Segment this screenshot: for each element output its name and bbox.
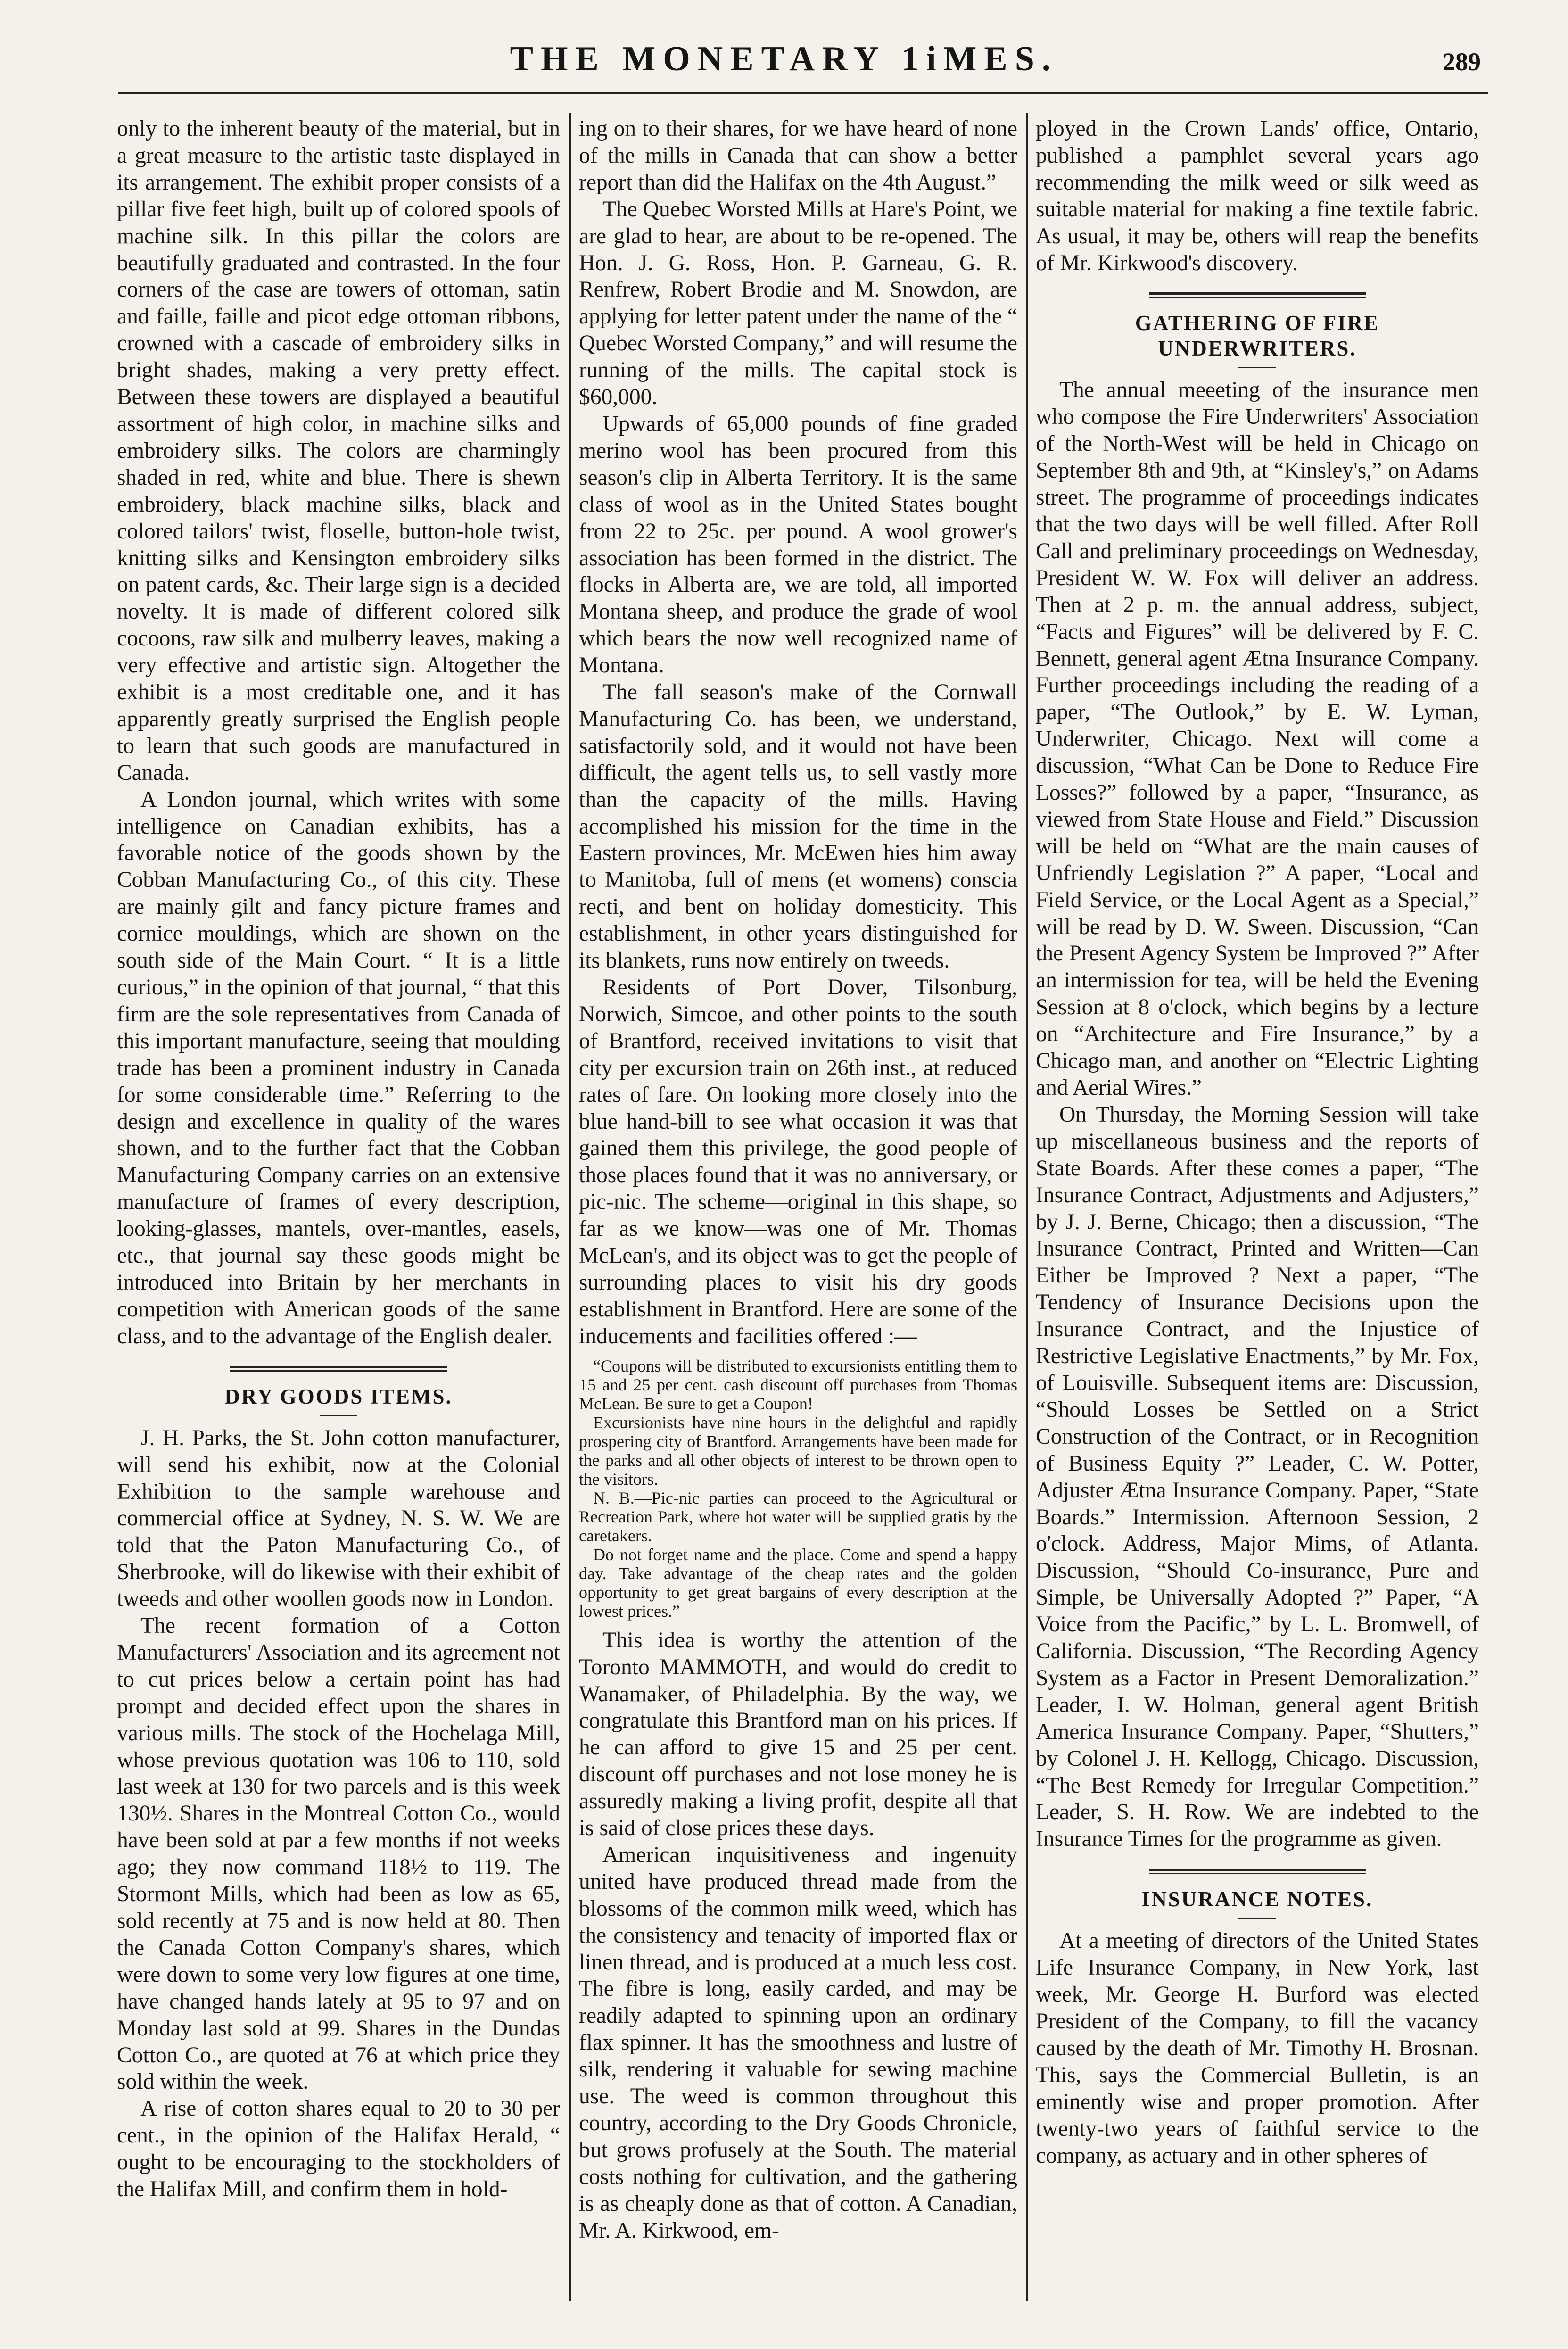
column-divider — [569, 113, 571, 2301]
paragraph: At a meeting of directors of the United States Life Insurance Company, in New York, last week, Mr. George H. Burford was elected President of the Company, to fill the vacancy caused by the death of Mr. Timothy H. Brosnan. This, says the Commercial Bulletin, is an eminently wise and proper promotion. After twenty-two years of faithful service to the company, as actuary and in other spheres of — [1036, 1928, 1479, 2168]
paragraph: ing on to their shares, for we have heard of none of the mills in Canada that can show a better report than did the Halifax on the 4th August.” — [579, 116, 1017, 195]
quote-line: Excursionists have nine hours in the delightful and rapidly prospering city of Brantford. Arrangements have been made for the parks and all other objects of interest to be thrown open to the visitors. — [579, 1413, 1017, 1489]
paragraph: The fall season's make of the Cornwall Manufacturing Co. has been, we understand, satisfactorily sold, and it would not have been difficult, the agent tells us, to sell vastly more than the capacity of the mills. Having accomplished his mission for the time in the Eastern provinces, Mr. McEwen hies him away to Manitoba, full of mens (et womens) conscia recti, and bent on holiday domesticity. This establishment, in other years distinguished for its blankets, runs now entirely on tweeds. — [579, 680, 1017, 973]
heading-dry-goods-items: DRY GOODS ITEMS. — [224, 1384, 453, 1408]
paragraph: J. H. Parks, the St. John cotton manufacturer, will send his exhibit, now at the Colonial Exhibition to the sample warehouse and commercial office at Sydney, N. S. W. We are told that the Paton Manufacturing Co., of Sherbrooke, will do likewise with their exhibit of tweeds and other woollen goods now in London. — [117, 1425, 560, 1612]
column-3 — [1036, 116, 1479, 2169]
paragraph: only to the inherent beauty of the material, but in a great measure to the artistic taste displayed in its arrangement. The exhibit proper consists of a pillar five feet high, built up of colored spools of machine silk. In this pillar the colors are beautifully graduated and contrasted. In the four corners of the case are towers of ottoman, satin and faille, faille and picot edge ottoman ribbons, crowned with a cascade of embroidery silks in bright shades, making a very pretty effect. Between these towers are displayed a beautiful assortment of high color, in machine silks and embroidery silks. The colors are charmingly shaded in red, white and blue. There is shewn embroidery, black machine silks, black and colored tailors' twist, floselle, button-hole twist, knitting silks and Kensington embroidery silks on patent cards, &c. Their large sign is a decided novelty. It is made of different colored silk cocoons, raw silk and mulberry leaves, making a very effective and artistic sign. Altogether the exhibit is a most creditable one, and it has apparently greatly surprised the English people to learn that such goods are manufactured in Canada. — [117, 116, 560, 785]
paragraph: A London journal, which writes with some intelligence on Canadian exhibits, has a favorable notice of the goods shown by the Cobban Manufacturing Co., of this city. These are mainly gilt and fancy picture frames and cornice mouldings, which are shown on the south side of the Main Court. “ It is a little curious,” in the opinion of that journal, “ that this firm are the sole representatives from Canada of this important manufacture, seeing that moulding trade has been a prominent industry in Canada for some considerable time.” Referring to the design and excellence in quality of the wares shown, and to the further fact that the Cobban Manufacturing Company carries on an extensive manufacture of frames of every description, looking-glasses, mantels, over-mantles, easels, etc., that journal say these goods might be introduced into Britain by her merchants in competition with American goods of the same class, and to the advantage of the English dealer. — [117, 787, 560, 1348]
short-rule — [1238, 1918, 1276, 1919]
masthead-title: THE MONETARY 1iMES. — [510, 40, 1058, 78]
heading-fire-underwriters: GATHERING OF FIRE UNDERWRITERS. — [1135, 311, 1380, 361]
quote-line: “Coupons will be distributed to excursionists entitling them to 15 and 25 per cent. cash discount off purchases from Thomas McLean. Be sure to get a Coupon! — [579, 1356, 1017, 1413]
paragraph: American inquisitiveness and ingenuity united have produced thread made from the blossoms of the common milk weed, which has the consistency and tenacity of imported flax or linen thread, and is produced at a much less cost. The fibre is long, easily carded, and may be readily adapted to spinning upon an ordinary flax spinner. It has the smoothness and lustre of silk, rendering it valuable for sewing machine use. The weed is common throughout this country, according to the Dry Goods Chronicle, but grows profusely at the South. The material costs nothing for cultivation, and the gathering is as cheaply done as that of cotton. A Canadian, Mr. A. Kirkwood, em- — [579, 1842, 1017, 2243]
heading-insurance-notes: INSURANCE NOTES. — [1141, 1887, 1373, 1911]
column-2 — [579, 116, 1017, 2244]
paragraph: This idea is worthy the attention of the Toronto MAMMOTH, and would do credit to Wanamaker, of Philadelphia. By the way, we congratulate this Brantford man on his prices. If he can afford to give 15 and 25 per cent. discount off purchases and not lose money he is assuredly making a living profit, despite all that is said of close prices these days. — [579, 1628, 1017, 1841]
paragraph: The annual meeeting of the insurance men who compose the Fire Underwriters' Association of the North-West will be held in Chicago on September 8th and 9th, at “Kinsley's,” on Adams street. The programme of proceedings indicates that the two days will be well filled. After Roll Call and preliminary proceedings on Wednesday, President W. W. Fox will deliver an address. Then at 2 p. m. the annual address, subject, “Facts and Figures” will be delivered by F. C. Bennett, general agent Ætna Insurance Company. Further proceedings including the reading of a paper, “The Outlook,” by E. W. Lyman, Underwriter, Chicago. Next will come a discussion, “What Can be Done to Reduce Fire Losses?” followed by a paper, “Insurance, as viewed from State House and Field.” Discussion will be held on “What are the main causes of Unfriendly Legislation ?” A paper, “Local and Field Service, or the Local Agent as a Special,” will be read by D. W. Sween. Discussion, “Can the Present Agency System be Improved ?” After an intermission for tea, will be held the Evening Session at 8 o'clock, which begins by a lecture on “Architecture and Fire Insurance,” by a Chicago man, and another on “Electric Lighting and Aerial Wires.” — [1036, 378, 1479, 1100]
paragraph: Upwards of 65,000 pounds of fine graded merino wool has been procured from this season's clip in Alberta Territory. It is the same class of wool as in the United States bought from 22 to 25c. per pound. A wool grower's association has been formed in the district. The flocks in Alberta are, we are told, all imported Montana sheep, and produce the grade of wool which bears the now well recognized name of Montana. — [579, 411, 1017, 678]
section-rule — [1149, 1869, 1366, 1874]
paragraph: The Quebec Worsted Mills at Hare's Point, we are glad to hear, are about to be re-opened. The Hon. J. G. Ross, Hon. P. Garneau, G. R. Renfrew, Robert Brodie and M. Snowdon, are applying for letter patent under the name of the “ Quebec Worsted Company,” and will resume the running of the mills. The capital stock is $60,000. — [579, 197, 1017, 410]
paragraph: The recent formation of a Cotton Manufacturers' Association and its agreement not to cut prices below a certain point has had prompt and decided effect upon the shares in various mills. The stock of the Hochelaga Mill, whose previous quotation was 106 to 110, sold last week at 130 for two parcels and is this week 130½. Shares in the Montreal Cotton Co., would have been sold at par a few months if not weeks ago; they now command 118½ to 119. The Stormont Mills, which had been as low as 65, sold recently at 75 and is now held at 80. Then the Canada Cotton Company's shares, which were down to some very low figures at one time, have changed hands lately at 95 to 97 and on Monday last sold at 99. Shares in the Dundas Cotton Co., are quoted at 76 at which price they sold within the week. — [117, 1613, 560, 2094]
paragraph: Residents of Port Dover, Tilsonburg, Norwich, Simcoe, and other points to the south of Brantford, received invitations to visit that city per excursion train on 26th inst., at reduced rates of fare. On looking more closely into the blue hand-bill to see what occasion it was that gained them this privilege, the good people of those places found that it was no anniversary, or pic-nic. The scheme—original in this shape, so far as we know—was one of Mr. Thomas McLean's, and its object was to get the people of surrounding places to visit his dry goods establishment in Brantford. Here are some of the inducements and facilities offered :— — [579, 975, 1017, 1348]
quoted-handbill — [579, 1356, 1017, 1621]
short-rule — [320, 1415, 357, 1416]
paragraph: On Thursday, the Morning Session will take up miscellaneous business and the reports of State Boards. After these comes a paper, “The Insurance Contract, Adjustments and Adjusters,” by J. J. Berne, Chicago; then a discussion, “The Insurance Contract, Printed and Written—Can Either be Improved ? Next a paper, “The Tendency of Insurance Decisions upon the Insurance Contract, and the Injustice of Restrictive Legislative Enactments,” by Mr. Fox, of Louisville. Subsequent items are: Discussion, “Should Losses be Settled on a Strict Construction of the Contract, or in Recognition of Business Equity ?” Leader, C. W. Potter, Adjuster Ætna Insurance Company. Paper, “State Boards.” Intermission. Afternoon Session, 2 o'clock. Address, Major Mims, of Atlanta. Discussion, “Should Co-insurance, Pure and Simple, be Universally Adopted ?” Paper, “A Voice from the Pacific,” by L. L. Bromwell, of California. Discussion, “The Recording Agency System as a Factor in Present Demoralization.” Leader, I. W. Holman, general agent British America Insurance Company. Paper, “Shutters,” by Colonel J. H. Kellogg, Chicago. Discussion, “The Best Remedy for Irregular Competition.” Leader, S. H. Row. We are indebted to the Insurance Times for the programme as given. — [1036, 1102, 1479, 1852]
quote-line: Do not forget name and the place. Come and spend a happy day. Take advantage of the cheap rates and the golden opportunity to get great bargains of every description at the lowest prices.” — [579, 1545, 1017, 1621]
column-1 — [117, 116, 560, 2203]
section-rule — [1149, 292, 1366, 298]
short-rule — [1238, 367, 1276, 368]
section-rule — [230, 1366, 447, 1372]
header-rule — [118, 92, 1488, 94]
paragraph: ployed in the Crown Lands' office, Ontario, published a pamphlet several years ago recommending the milk weed or silk weed as suitable material for making a fine textile fabric. As usual, it may be, others will reap the benefits of Mr. Kirkwood's discovery. — [1036, 116, 1479, 275]
paragraph: A rise of cotton shares equal to 20 to 30 per cent., in the opinion of the Halifax Herald, “ ought to be encouraging to the stockholders of the Halifax Mill, and confirm them in hold- — [117, 2096, 560, 2202]
page-number: 289 — [1443, 48, 1481, 76]
quote-line: N. B.—Pic-nic parties can proceed to the Agricultural or Recreation Park, where hot water will be supplied gratis by the caretakers. — [579, 1488, 1017, 1545]
column-divider — [1026, 113, 1028, 2301]
